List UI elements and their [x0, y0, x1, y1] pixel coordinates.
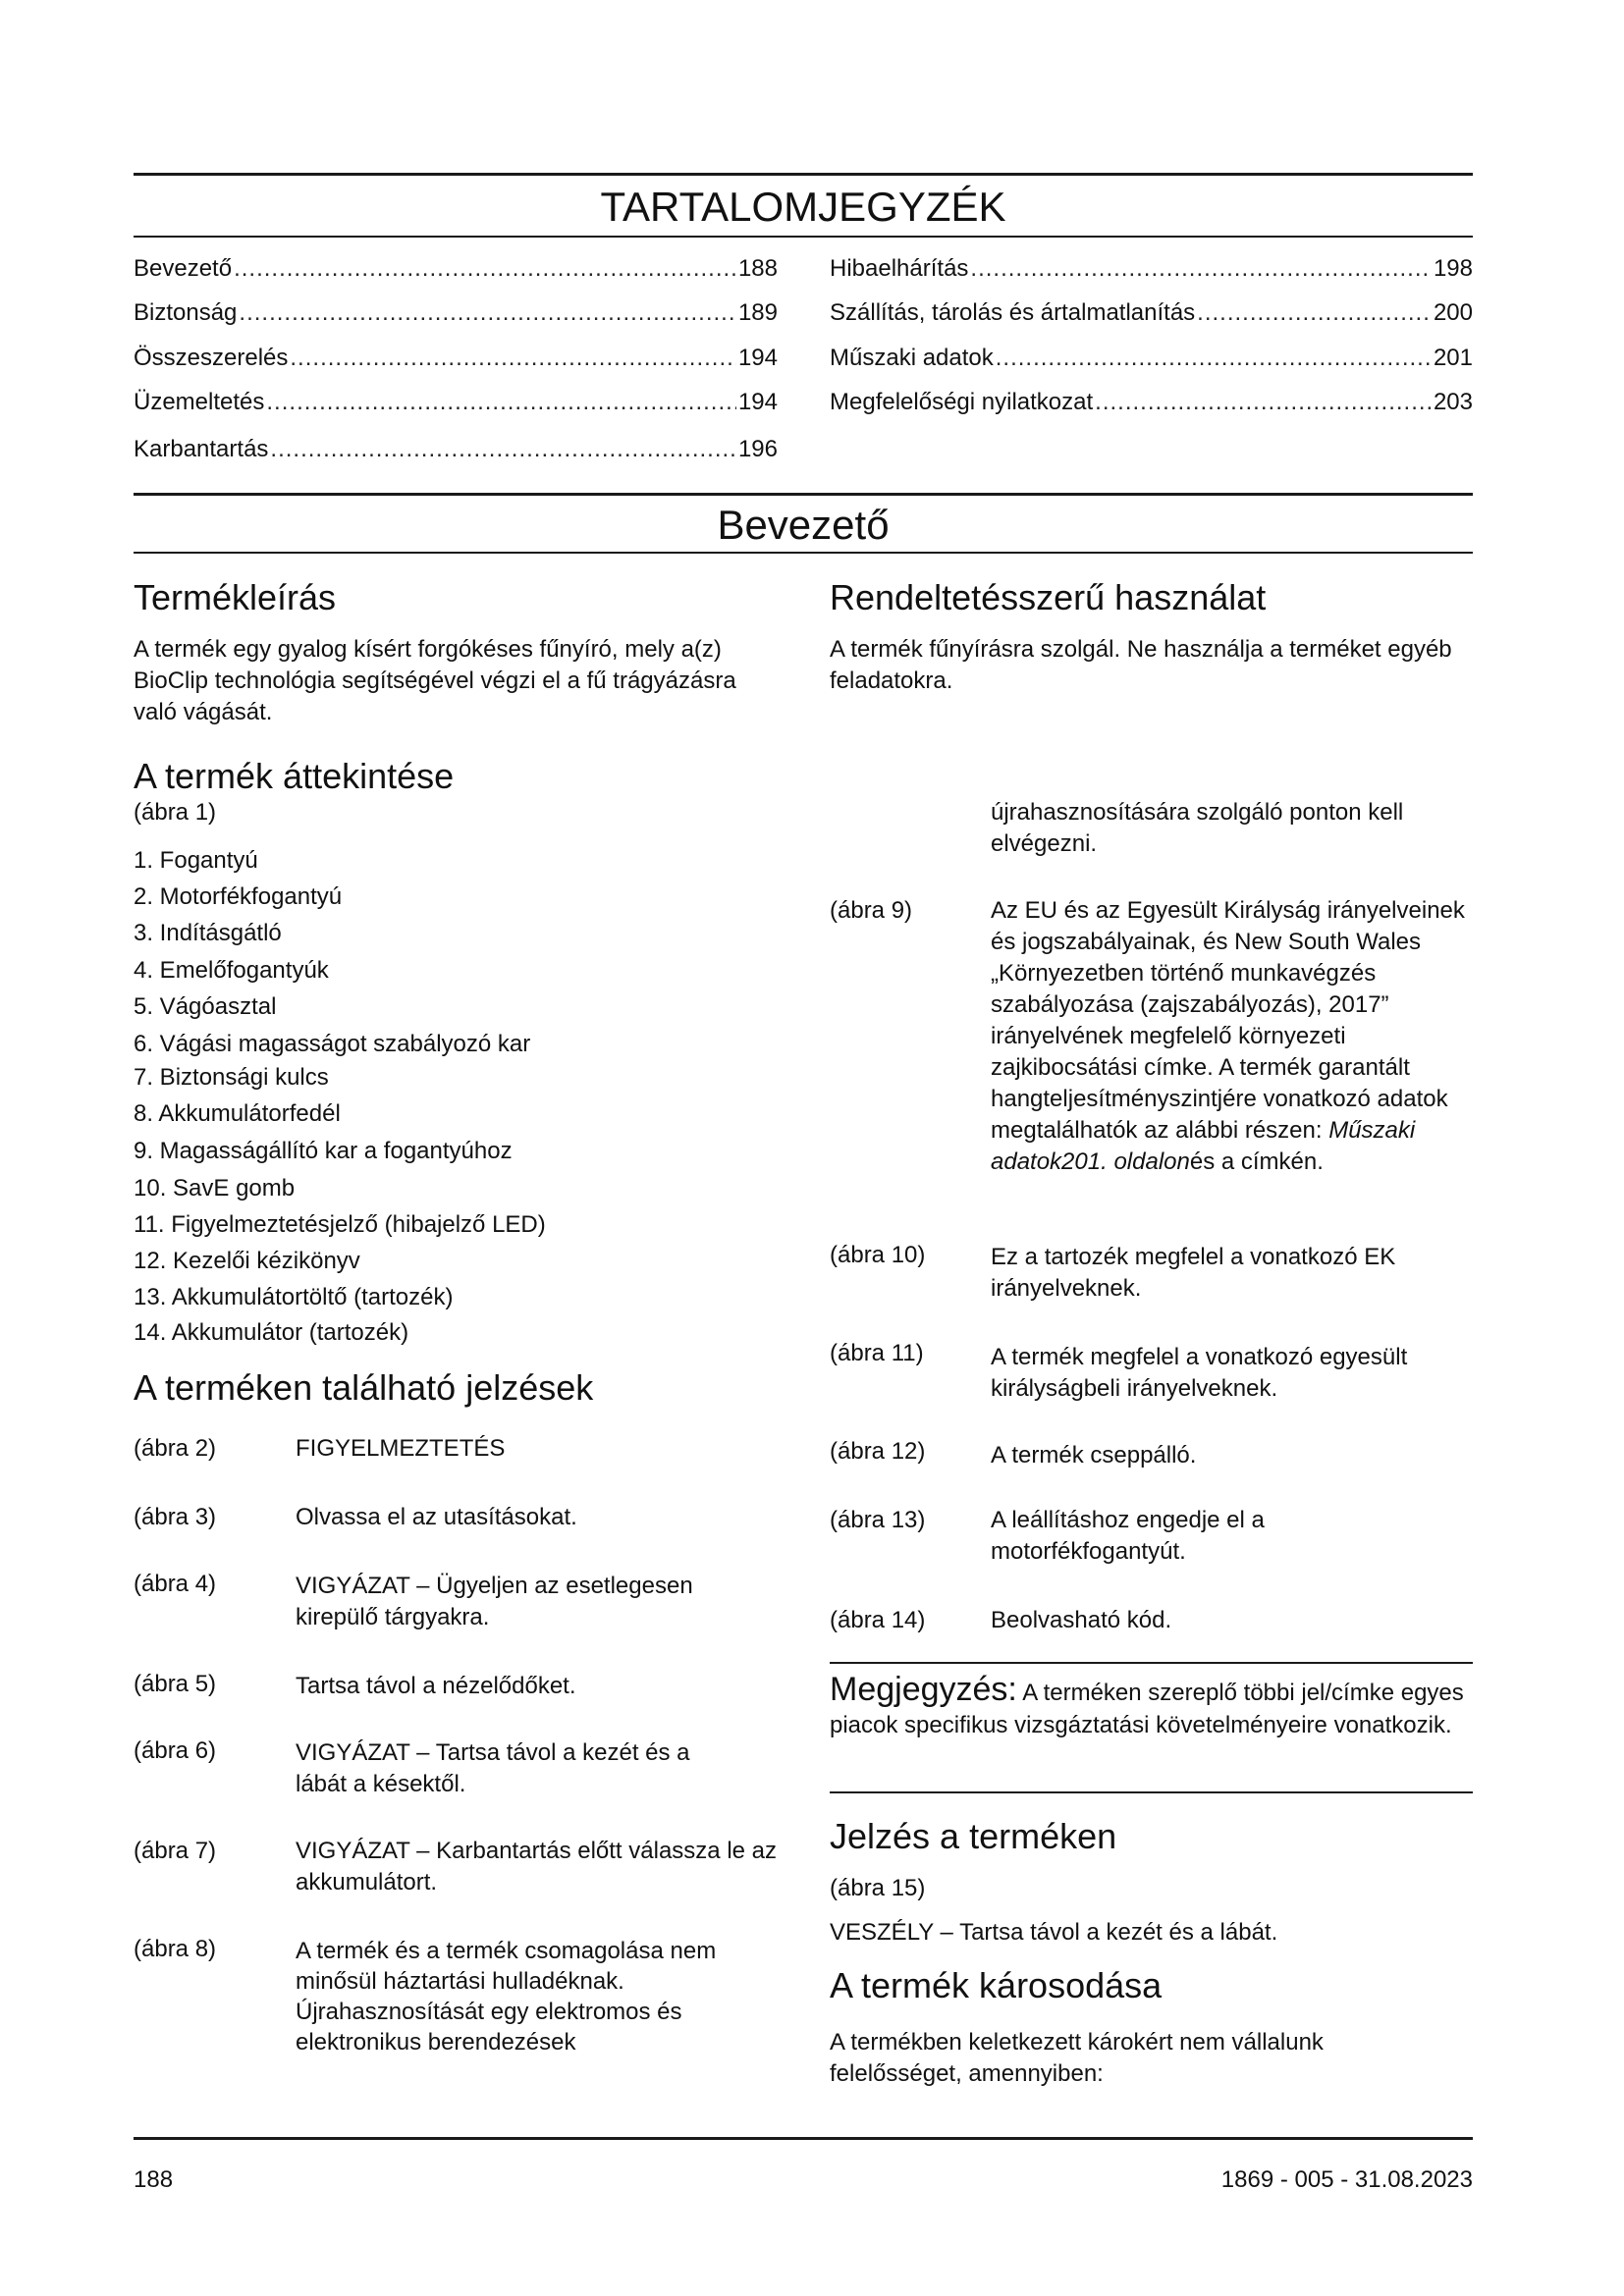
toc-entry-page: 194 — [737, 345, 778, 371]
overview-item: 11. Figyelmeztetésjelző (hibajelző LED) — [134, 1211, 546, 1238]
technical-data-link[interactable]: Műszaki adatok201. oldalon — [991, 1117, 1416, 1175]
section-title-rule — [134, 552, 1473, 554]
symbol-fig-ref: (ábra 14) — [830, 1607, 926, 1633]
symbol-fig-ref: (ábra 8) — [134, 1936, 217, 1962]
symbol-description: Ez a tartozék megfelel a vonatkozó EK irányelveknek. — [991, 1244, 1396, 1302]
toc-entry-page: 198 — [1433, 255, 1473, 282]
symbol-description: Beolvasható kód. — [991, 1607, 1172, 1633]
toc-entry-bevezeto[interactable] — [134, 254, 778, 284]
symbol-description: A termék megfelel a vonatkozó egyesült királyságbeli irányelveknek. — [991, 1344, 1408, 1402]
marking-heading: Jelzés a terméken — [830, 1816, 1117, 1856]
toc-entry-label: Megfelelőségi nyilatkozat — [830, 389, 1094, 415]
toc-entry-uzemeltetes[interactable] — [134, 388, 778, 417]
symbol-description: VIGYÁZAT – Karbantartás előtt válassza le az akkumulátort. — [296, 1838, 778, 1896]
toc-entry-label: Karbantartás — [134, 436, 269, 462]
symbol-description-fig9 — [991, 895, 1472, 1178]
symbol-description: A termék és a termék csomagolása nem minősül háztartási hulladéknak. Újrahasznosítását egy elektromos és elektronikus berendezések — [296, 1938, 717, 2056]
toc-entry-label: Műszaki adatok — [830, 345, 994, 371]
note-top-rule — [830, 1662, 1473, 1664]
toc-entry-page: 194 — [737, 389, 778, 415]
overview-item: 14. Akkumulátor (tartozék) — [134, 1319, 409, 1346]
toc-entry-label: Összeszerelés — [134, 345, 289, 371]
note — [830, 1671, 1468, 1741]
marking-fig-ref: (ábra 15) — [830, 1875, 926, 1901]
fig9-tail: és a címkén. — [1189, 1148, 1324, 1175]
overview-item: 1. Fogantyú — [134, 847, 258, 874]
product-description-heading: Termékleírás — [134, 577, 337, 617]
overview-item: 4. Emelőfogantyúk — [134, 957, 329, 984]
symbol-fig-ref: (ábra 9) — [830, 897, 913, 924]
damage-heading: A termék károsodása — [830, 1965, 1163, 2005]
toc-entry-label: Biztonság — [134, 299, 238, 326]
document-code: 1869 - 005 - 31.08.2023 — [1220, 2166, 1473, 2193]
footer-rule — [134, 2137, 1473, 2140]
toc-entry-page: 201 — [1433, 345, 1473, 371]
toc-entry-osszeszereles[interactable] — [134, 344, 778, 373]
symbol-continuation: újrahasznosítására szolgáló ponton kell elvégezni. — [991, 799, 1404, 857]
toc-title: TARTALOMJEGYZÉK — [600, 184, 1006, 230]
overview-item: 10. SavE gomb — [134, 1175, 296, 1201]
symbol-fig-ref: (ábra 5) — [134, 1671, 217, 1697]
toc-entry-label: Hibaelhárítás — [830, 255, 969, 282]
toc-entry-label: Bevezető — [134, 255, 233, 282]
toc-entry-page: 189 — [737, 299, 778, 326]
symbol-description: Olvassa el az utasításokat. — [296, 1504, 577, 1530]
symbol-fig-ref: (ábra 7) — [134, 1838, 217, 1864]
toc-entry-page: 188 — [737, 255, 778, 282]
product-description-text: A termék egy gyalog kísért forgókéses fűnyíró, mely a(z) BioClip technológia segítségével végzi el a fű trágyázásra való vágását. — [134, 636, 736, 725]
damage-text: A termékben keletkezett károkért nem vállalunk felelősséget, amennyiben: — [830, 2029, 1324, 2087]
overview-fig-ref: (ábra 1) — [134, 799, 217, 826]
symbols-heading: A terméken található jelzések — [134, 1367, 594, 1408]
symbol-description: A termék cseppálló. — [991, 1442, 1197, 1468]
toc-entry-karbantartas[interactable] — [134, 435, 778, 464]
symbol-fig-ref: (ábra 13) — [830, 1507, 926, 1533]
toc-entry-biztonsag[interactable] — [134, 298, 778, 328]
symbol-description: Tartsa távol a nézelődőket. — [296, 1673, 576, 1699]
intended-use-text: A termék fűnyírásra szolgál. Ne használja a terméket egyéb feladatokra. — [830, 636, 1452, 694]
toc-title-rule — [134, 236, 1473, 238]
section-top-rule — [134, 493, 1473, 496]
symbol-description: A leállításhoz engedje el a motorfékfogantyút. — [991, 1507, 1265, 1565]
overview-item: 8. Akkumulátorfedél — [134, 1100, 341, 1127]
toc-entry-label: Szállítás, tárolás és ártalmatlanítás — [830, 299, 1196, 326]
marking-text: VESZÉLY – Tartsa távol a kezét és a lábát. — [830, 1919, 1278, 1946]
toc-top-rule — [134, 173, 1473, 176]
symbol-description: VIGYÁZAT – Tartsa távol a kezét és a lábát a késektől. — [296, 1739, 690, 1797]
overview-item: 7. Biztonsági kulcs — [134, 1064, 329, 1091]
overview-item: 9. Magasságállító kar a fogantyúhoz — [134, 1138, 513, 1164]
symbol-fig-ref: (ábra 3) — [134, 1504, 217, 1530]
symbol-fig-ref: (ábra 6) — [134, 1737, 217, 1764]
symbol-description: FIGYELMEZTETÉS — [296, 1435, 506, 1462]
overview-item: 5. Vágóasztal — [134, 993, 277, 1020]
section-title: Bevezető — [717, 502, 890, 548]
toc-entry-megfelelosegi[interactable] — [830, 388, 1473, 417]
overview-heading: A termék áttekintése — [134, 756, 455, 796]
toc-entry-szallitas[interactable] — [830, 298, 1473, 328]
symbol-fig-ref: (ábra 10) — [830, 1242, 926, 1268]
overview-item: 13. Akkumulátortöltő (tartozék) — [134, 1284, 454, 1310]
toc-entry-page: 196 — [737, 436, 778, 462]
symbol-description: VIGYÁZAT – Ügyeljen az esetlegesen kirepülő tárgyakra. — [296, 1573, 693, 1630]
note-text: A terméken szereplő többi jel/címke egyes piacok specifikus vizsgáztatási követelményeire vonatkozik. — [830, 1680, 1464, 1738]
toc-entry-page: 200 — [1433, 299, 1473, 326]
page-number: 188 — [134, 2166, 174, 2193]
overview-item: 12. Kezelői kézikönyv — [134, 1248, 360, 1274]
overview-item: 2. Motorfékfogantyú — [134, 883, 343, 910]
symbol-fig-ref: (ábra 2) — [134, 1435, 217, 1462]
toc-entry-page: 203 — [1433, 389, 1473, 415]
fig9-text: Az EU és az Egyesült Királyság irányelveinek és jogszabályainak, és New South Wales „Környezetben történő munkavégzés szabályozása (zajszabályozás), 2017” irányelvének megfelelő környezeti zajkibocsátási címke. A termék garantált hangteljesítményszintjére vonatkozó adatok megtalálhatók az alábbi részen: — [991, 897, 1465, 1144]
note-bottom-rule — [830, 1791, 1473, 1793]
symbol-fig-ref: (ábra 4) — [134, 1571, 217, 1597]
toc-entry-muszaki-adatok[interactable] — [830, 344, 1473, 373]
intended-use-heading: Rendeltetésszerű használat — [830, 577, 1267, 617]
note-label: Megjegyzés: — [830, 1671, 1017, 1708]
symbol-fig-ref: (ábra 11) — [830, 1340, 924, 1366]
overview-item: 6. Vágási magasságot szabályozó kar — [134, 1031, 531, 1057]
toc-entry-label: Üzemeltetés — [134, 389, 265, 415]
symbol-fig-ref: (ábra 12) — [830, 1438, 926, 1465]
toc-entry-hibaelharitas[interactable] — [830, 254, 1473, 284]
overview-item: 3. Indításgátló — [134, 920, 282, 946]
